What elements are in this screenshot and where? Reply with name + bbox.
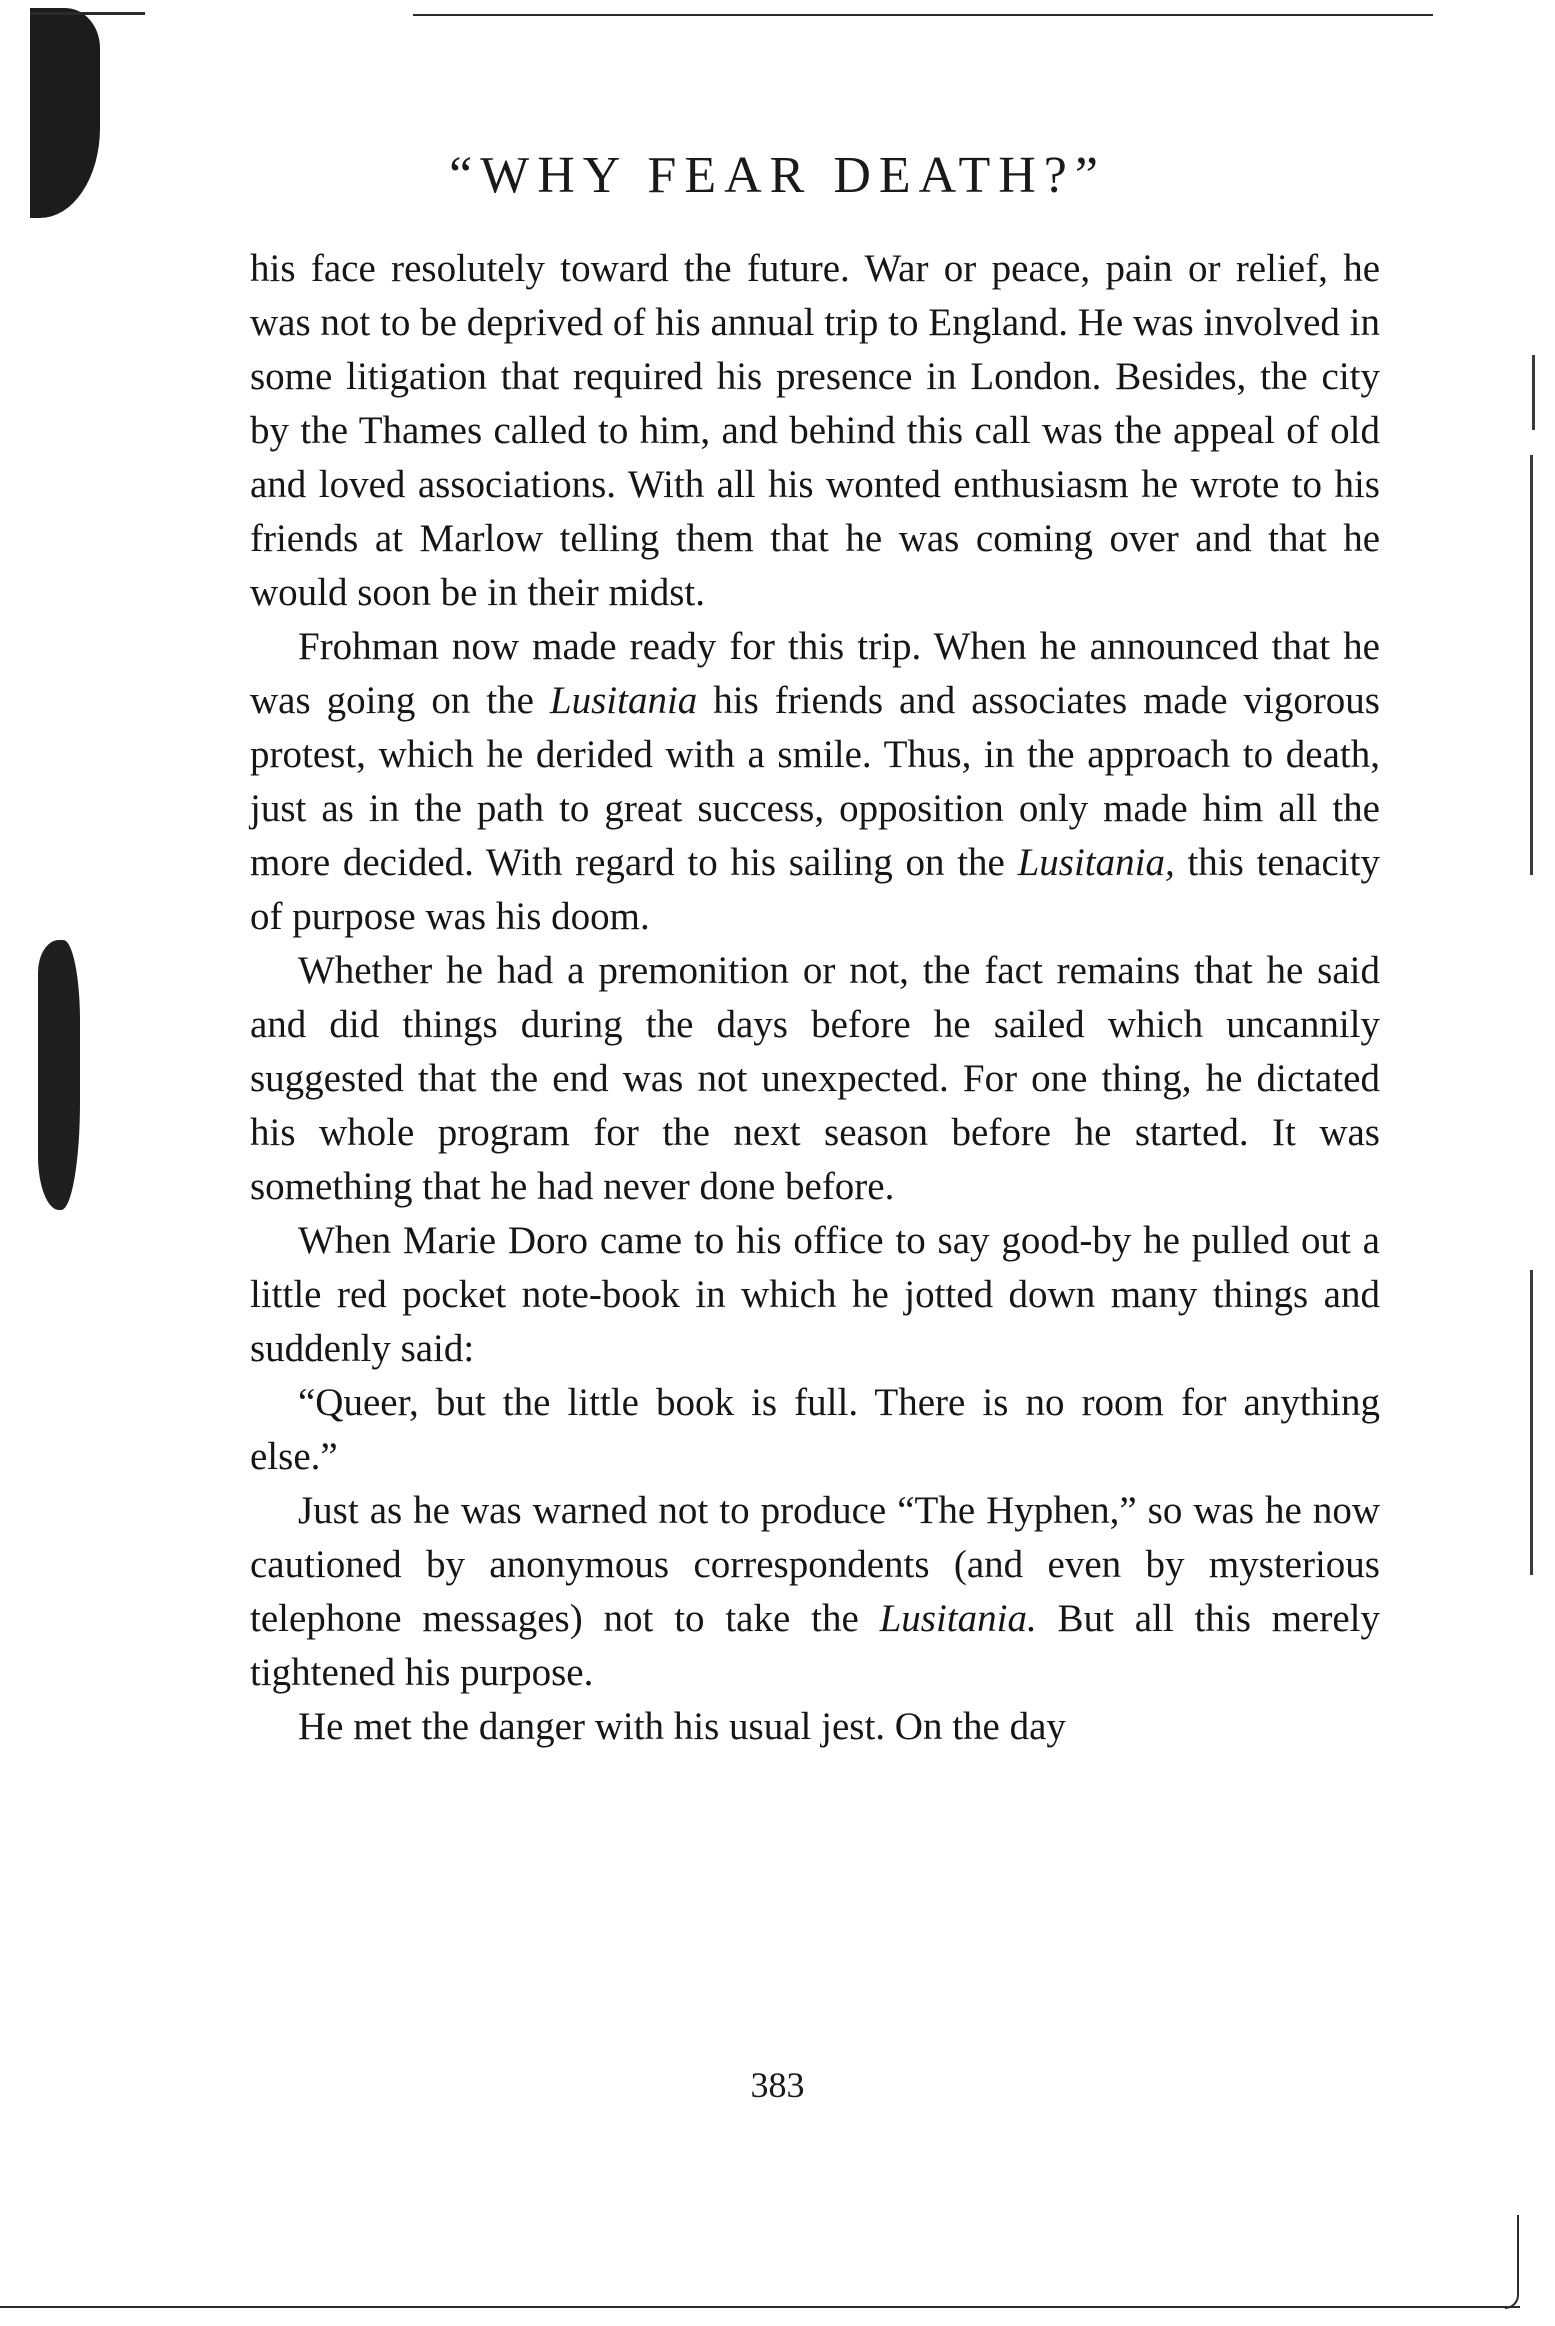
body-text [250, 242, 1380, 1754]
paragraph-text: Just as he was warned not to produce “The Hyphen,” so was he now cautioned by anonymous correspondents (and even by mysterious telephone messages) not to take the [250, 1489, 1380, 1640]
paragraph [250, 1376, 1380, 1484]
scan-top-edge-left [30, 12, 145, 15]
scan-right-edge-mark [1532, 355, 1535, 430]
italic-text: Lusitania, [1017, 841, 1175, 884]
scan-right-edge-mark [1530, 455, 1533, 875]
paragraph-text: this tenacity of purpose was his doom. [250, 841, 1380, 938]
paragraph [250, 620, 1380, 944]
scan-bottom-edge [0, 2306, 1520, 2308]
scan-right-edge-mark [1530, 1270, 1533, 1575]
scan-bottom-corner [1505, 2215, 1519, 2309]
paragraph-text: But all this merely tightened his purpose. [250, 1597, 1380, 1694]
paragraph-text: “Queer, but the little book is full. There is no room for anything else.” [250, 1381, 1380, 1478]
scan-spine-shadow-lower [38, 940, 80, 1210]
paragraph [250, 242, 1380, 620]
italic-text: Lusitania [549, 679, 698, 722]
paragraph-text: Frohman now made ready for this trip. When he announced that he was going on the [250, 625, 1380, 722]
paragraph [250, 1214, 1380, 1376]
paragraph [250, 1484, 1380, 1700]
paragraph-text: his friends and associates made vigorous protest, which he derided with a smile. Thus, in the approach to death, just as in the path to great success, opposition only made him all the more decided. With regard to his sailing on the [250, 679, 1380, 884]
paragraph-text: When Marie Doro came to his office to say good-by he pulled out a little red pocket note-book in which he jotted down many things and suddenly said: [250, 1219, 1380, 1370]
paragraph-text: his face resolutely toward the future. War or peace, pain or relief, he was not to be deprived of his annual trip to England. He was involved in some litigation that required his presence in London. Besides, the city by the Thames called to him, and behind this call was the appeal of old and loved associations. With all his wonted enthusiasm he wrote to his friends at Marlow telling them that he was coming over and that he would soon be in their midst. [250, 247, 1380, 614]
paragraph [250, 944, 1380, 1214]
scan-top-edge [413, 14, 1433, 16]
running-head: “WHY FEAR DEATH?” [449, 147, 1106, 204]
page-number: 383 [750, 2065, 805, 2105]
italic-text: Lusitania. [879, 1597, 1037, 1640]
paragraph [250, 1700, 1380, 1754]
paragraph-text: He met the danger with his usual jest. On the day [298, 1705, 1066, 1748]
paragraph-text: Whether he had a premonition or not, the fact remains that he said and did things during the days before he sailed which uncannily suggested that the end was not unexpected. For one thing, he dictated his whole program for the next season before he started. It was something that he had never done before. [250, 949, 1380, 1208]
